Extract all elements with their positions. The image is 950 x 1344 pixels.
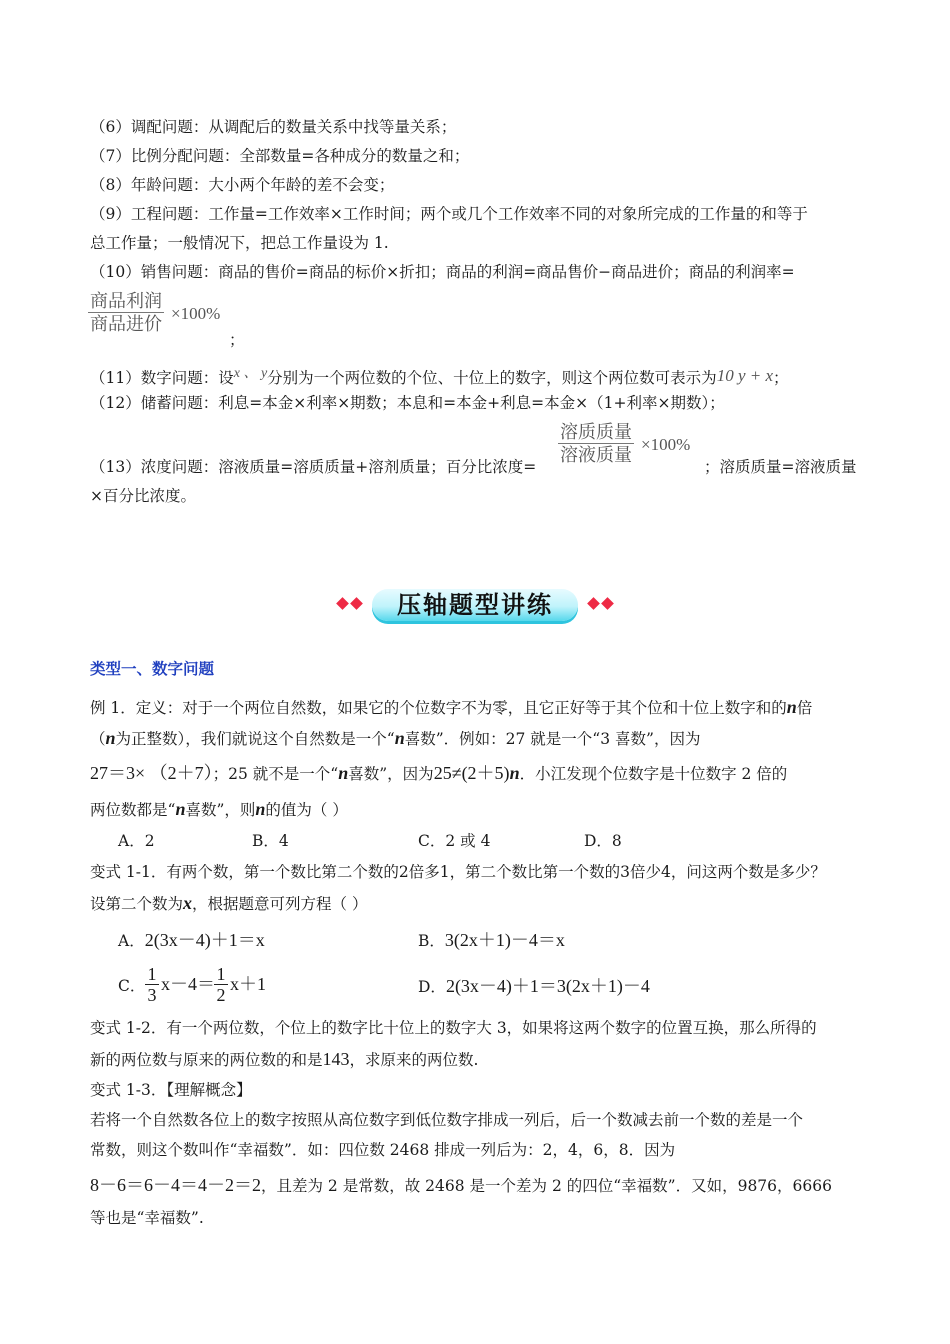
variant-text: ，根据题意可列方程（ ） bbox=[192, 895, 368, 913]
note-8: （8）年龄问题：大小两个年龄的差不会变； bbox=[90, 176, 395, 194]
variant-1-2-line1: 变式 1-2．有一个两位数，个位上的数字比十位上的数字大 3，如果将这两个数字的位置互换，那么所得的 bbox=[90, 1019, 817, 1037]
example-1-text: 的值为（ ） bbox=[265, 801, 348, 819]
option-d[interactable] bbox=[418, 976, 650, 997]
option-d[interactable]: D．8 bbox=[584, 832, 622, 850]
fraction-denominator: 商品进价 bbox=[90, 314, 162, 334]
note-13-line1: （13）浓度问题：溶液质量=溶质质量+溶剂质量；百分比浓度= bbox=[90, 458, 537, 476]
var-n: n bbox=[509, 763, 520, 783]
number-143: 143 bbox=[322, 1049, 350, 1069]
section-title: 类型一、数字问题 bbox=[90, 659, 215, 678]
concentration-fraction bbox=[558, 421, 634, 466]
example-1-text: 倍 bbox=[796, 699, 813, 717]
example-1-line4 bbox=[90, 799, 348, 820]
equation-part: x＋1 bbox=[230, 974, 266, 994]
example-1-text: 喜数”．例如：27 就是一个“3 喜数”，因为 bbox=[404, 730, 701, 748]
diamond-icon bbox=[587, 597, 600, 610]
variant-1-1-line1: 变式 1-1．有两个数，第一个数比第二个数的2倍多1，第二个数比第一个数的3倍少4，问这两个数是多少？ bbox=[90, 863, 826, 881]
example-1-text: （ bbox=[90, 730, 106, 748]
fraction-denominator: 3 bbox=[147, 985, 157, 1005]
variant-text: 设第二个数为 bbox=[90, 895, 184, 913]
note-11-expr: 10 y + x bbox=[716, 366, 773, 385]
note-6: （6）调配问题：从调配后的数量关系中找等量关系； bbox=[90, 118, 457, 136]
note-11-end: ； bbox=[773, 369, 789, 387]
percent-factor: ×100% bbox=[171, 304, 221, 323]
example-1-text: ．小江发现个位数字是十位数字 2 倍的 bbox=[519, 765, 788, 783]
banner-title: 压轴题型讲练 bbox=[397, 591, 553, 619]
fraction-numerator: 1 bbox=[145, 964, 159, 985]
var-n: n bbox=[338, 763, 349, 783]
note-7: （7）比例分配问题：全部数量=各种成分的数量之和； bbox=[90, 147, 470, 165]
example-1-line3 bbox=[90, 763, 787, 784]
variant-1-3-line4 bbox=[90, 1175, 832, 1196]
note-9-line1: （9）工程问题：工作量=工作效率×工作时间；两个或几个工作效率不同的对象所完成的工作量的和等于 bbox=[90, 205, 808, 223]
note-10-line1: （10）销售问题：商品的售价=商品的标价×折扣；商品的利润=商品售价−商品进价；商品的利润率= bbox=[90, 263, 795, 281]
equation-part: x－4＝ bbox=[161, 974, 215, 994]
option-label: B． bbox=[418, 932, 445, 950]
note-10-end: ； bbox=[229, 331, 245, 349]
fraction-denominator: 溶液质量 bbox=[560, 445, 632, 465]
example-1-line1 bbox=[90, 697, 812, 718]
var-x: x bbox=[183, 893, 193, 913]
variant-text: ，求原来的两位数. bbox=[349, 1051, 479, 1069]
diamond-icon bbox=[601, 597, 614, 610]
var-n: n bbox=[394, 728, 405, 748]
variant-1-3-line5: 等也是“幸福数”. bbox=[90, 1209, 204, 1227]
var-n: n bbox=[255, 799, 266, 819]
equation: 2(3x－4)＋1＝3(2x＋1)－4 bbox=[445, 976, 650, 996]
fraction-numerator: 1 bbox=[214, 964, 228, 985]
fraction-denominator: 2 bbox=[216, 985, 226, 1005]
example-1-text: ；25 就不是一个“ bbox=[212, 765, 339, 783]
percent-factor: ×100% bbox=[641, 435, 691, 454]
var-n: n bbox=[786, 697, 797, 717]
diamond-icon bbox=[350, 597, 363, 610]
var-n: n bbox=[175, 799, 186, 819]
variant-1-3-line3: 常数，则这个数叫作“幸福数”．如：四位数 2468 排成一列后为：2，4，6，8．因为 bbox=[90, 1141, 676, 1159]
example-1-text: 喜数”，则 bbox=[185, 801, 256, 819]
option-a[interactable]: A．2 bbox=[118, 832, 155, 850]
example-1-text: 喜数”，因为 bbox=[348, 765, 434, 783]
diamond-icon bbox=[336, 597, 349, 610]
variant-1-3-title: 变式 1-3．【理解概念】 bbox=[90, 1081, 252, 1099]
option-label: A． bbox=[118, 932, 145, 950]
example-1-text: 两位数都是“ bbox=[90, 801, 176, 819]
equation: 3(2x＋1)－4＝x bbox=[444, 930, 565, 950]
math-expression: 8－6＝6－4＝4－2＝2 bbox=[90, 1175, 261, 1195]
section-banner bbox=[330, 585, 620, 625]
option-label: D． bbox=[418, 978, 446, 996]
note-13-tail: ；溶质质量=溶液质量 bbox=[704, 458, 857, 476]
var-n: n bbox=[105, 728, 116, 748]
example-1-line2 bbox=[90, 728, 700, 749]
note-11-vars: x 、 y bbox=[233, 366, 268, 381]
note-13-line2: ×百分比浓度。 bbox=[90, 487, 196, 505]
fraction-one-half bbox=[214, 964, 228, 1005]
note-12: （12）储蓄问题：利息=本金×利率×期数；本息和=本金+利息=本金×（1+利率×期数）； bbox=[90, 394, 725, 412]
fraction-one-third bbox=[145, 964, 159, 1005]
example-1-text: 为正整数），我们就说这个自然数是一个“ bbox=[115, 730, 395, 748]
note-11-body: 分别为一个两位数的个位、十位上的数字，则这个两位数可表示为 bbox=[267, 369, 717, 387]
fraction-numerator: 商品利润 bbox=[90, 291, 162, 311]
note-11 bbox=[90, 364, 789, 388]
note-11-lead: （11）数字问题：设 bbox=[90, 369, 234, 387]
option-c[interactable]: C．2 或 4 bbox=[418, 832, 491, 850]
option-c[interactable] bbox=[118, 976, 145, 996]
variant-text: ，且差为 2 是常数，故 2468 是一个差为 2 的四位“幸福数”．又如，9876，6666 bbox=[261, 1177, 832, 1195]
variant-1-1-line2 bbox=[90, 893, 367, 914]
math-expression: 25≠(2＋5) bbox=[433, 763, 510, 783]
fraction-numerator: 溶质质量 bbox=[560, 422, 632, 442]
note-9-line2: 总工作量；一般情况下，把总工作量设为 1. bbox=[90, 234, 389, 252]
option-b[interactable] bbox=[418, 930, 565, 951]
equation: 2(3x－4)＋1＝x bbox=[144, 930, 265, 950]
example-1-text: 例 1．定义：对于一个两位自然数，如果它的个位数字不为零，且它正好等于其个位和十位上数字和的 bbox=[90, 699, 787, 717]
option-b[interactable]: B．4 bbox=[252, 832, 289, 850]
profit-rate-fraction bbox=[88, 290, 164, 335]
option-a[interactable] bbox=[118, 930, 265, 951]
variant-text: 新的两位数与原来的两位数的和是 bbox=[90, 1051, 323, 1069]
variant-1-3-line2: 若将一个自然数各位上的数字按照从高位数字到低位数字排成一列后，后一个数减去前一个数的差是一个 bbox=[90, 1111, 804, 1129]
option-label: C． bbox=[118, 977, 146, 995]
variant-1-2-line2 bbox=[90, 1049, 478, 1070]
math-expression: 27＝3× （2＋7） bbox=[90, 763, 213, 783]
